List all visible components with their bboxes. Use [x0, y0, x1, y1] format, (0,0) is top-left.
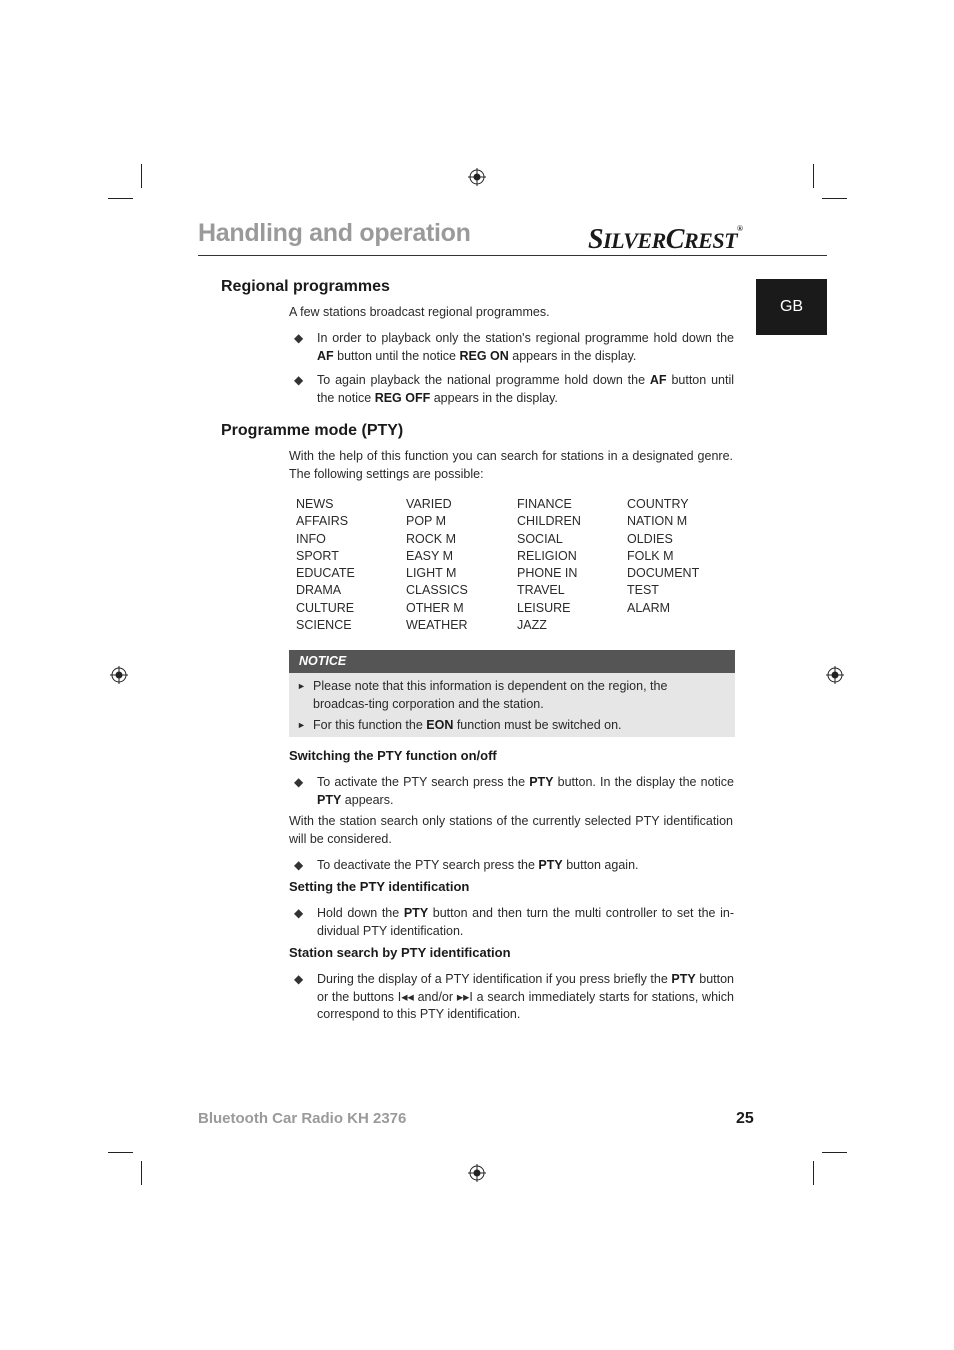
pty-item: SCIENCE — [296, 618, 352, 633]
pty-item: CLASSICS — [406, 583, 468, 598]
pty-item: AFFAIRS — [296, 514, 349, 529]
list-item: ◆ During the display of a PTY identification if you press briefly the PTY button or the buttons I◂◂ and/or ▸▸I a search immediately starts for stations, which correspond to this PTY identification. — [294, 972, 735, 1021]
diamond-bullet-icon: ◆ — [294, 373, 304, 387]
section-heading-regional: Regional programmes — [221, 278, 390, 295]
diamond-bullet-icon: ◆ — [294, 858, 304, 872]
header-rule — [198, 255, 827, 256]
arrow-bullet-icon: ► — [297, 681, 306, 691]
crop-mark — [108, 198, 133, 199]
pty-intro: With the help of this function you can search for stations in a designated genre. The following settings are possible: — [289, 449, 733, 481]
registration-mark-icon — [468, 168, 486, 186]
subheading-switching: Switching the PTY function on/off — [289, 748, 497, 763]
pty-item: FOLK M — [627, 548, 674, 563]
skip-forward-icon: ▸▸I — [456, 989, 473, 1004]
pty-item: FINANCE — [517, 497, 572, 511]
pty-item: LIGHT M — [406, 566, 457, 581]
pty-item: INFO — [296, 531, 326, 546]
registration-mark-icon — [826, 666, 844, 684]
list-item: ◆ In order to playback only the station's regional programme hold down the AF button until the notice REG ON appears in the display. — [294, 331, 734, 363]
footer-product: Bluetooth Car Radio KH 2376 — [198, 1110, 407, 1127]
registration-mark-icon — [110, 666, 128, 684]
diamond-bullet-icon: ◆ — [294, 972, 304, 986]
pty-item: LEISURE — [517, 600, 571, 615]
pty-column-4 — [627, 496, 699, 617]
language-tab: GB — [756, 279, 827, 335]
crop-mark — [141, 164, 142, 188]
pty-item: PHONE IN — [517, 566, 578, 581]
pty-item: NATION M — [627, 514, 688, 529]
crop-mark — [813, 1161, 814, 1185]
subheading-setting: Setting the PTY identification — [289, 879, 470, 894]
pty-item: COUNTRY — [627, 497, 689, 511]
diamond-bullet-icon: ◆ — [294, 906, 304, 920]
crop-mark — [141, 1161, 142, 1185]
pty-item: RELIGION — [517, 548, 577, 563]
notice-header: NOTICE — [289, 650, 735, 673]
brand-logo: SILVERCREST® — [588, 224, 743, 255]
pty-item: POP M — [406, 514, 447, 529]
pty-item: EASY M — [406, 548, 454, 563]
list-item: ◆ To activate the PTY search press the PTY button. In the display the notice PTY appears. — [294, 775, 735, 807]
pty-column-1 — [296, 496, 355, 634]
pty-item: SOCIAL — [517, 531, 563, 546]
pty-column-2 — [406, 496, 468, 634]
arrow-bullet-icon: ► — [297, 720, 306, 730]
section-heading-pty: Programme mode (PTY) — [221, 422, 404, 439]
pty-item: TRAVEL — [517, 583, 565, 598]
skip-back-icon: I◂◂ — [397, 989, 414, 1004]
pty-item: ROCK M — [406, 531, 456, 546]
notice-item: ► Please note that this information is dependent on the region, the broadcas-ting corporation and the station. — [297, 679, 668, 711]
notice-item: ► For this function the EON function must be switched on. — [297, 717, 722, 735]
subheading-search: Station search by PTY identification — [289, 945, 511, 960]
pty-item: OTHER M — [406, 600, 464, 615]
list-item: ◆ To deactivate the PTY search press the PTY button again. — [294, 857, 734, 875]
crop-mark — [813, 164, 814, 188]
pty-item: TEST — [627, 583, 659, 598]
pty-item: CHILDREN — [517, 514, 581, 529]
registration-mark-icon — [468, 1164, 486, 1182]
crop-mark — [822, 198, 847, 199]
switching-paragraph: With the station search only stations of the currently selected PTY identification will be considered. — [289, 814, 733, 846]
list-item: ◆ To again playback the national programme hold down the AF button until the notice REG OFF appears in the display. — [294, 373, 734, 405]
pty-item: DRAMA — [296, 583, 342, 598]
pty-item: DOCUMENT — [627, 566, 700, 581]
list-item: ◆ Hold down the PTY button and then turn the multi controller to set the in-dividual PTY identification. — [294, 906, 735, 938]
pty-item: CULTURE — [296, 600, 355, 615]
pty-item: VARIED — [406, 497, 452, 511]
page-title: Handling and operation — [198, 219, 471, 247]
diamond-bullet-icon: ◆ — [294, 331, 304, 345]
regional-intro: A few stations broadcast regional programmes. — [289, 305, 550, 319]
pty-item: OLDIES — [627, 531, 673, 546]
pty-item: WEATHER — [406, 618, 468, 633]
pty-column-3 — [517, 496, 581, 634]
pty-item: ALARM — [627, 600, 671, 615]
notice-box — [289, 650, 735, 737]
crop-mark — [822, 1152, 847, 1153]
diamond-bullet-icon: ◆ — [294, 775, 304, 789]
pty-item: NEWS — [296, 497, 334, 511]
page-number: 25 — [736, 1110, 754, 1127]
pty-item: EDUCATE — [296, 566, 355, 581]
pty-item: JAZZ — [517, 618, 547, 633]
crop-mark — [108, 1152, 133, 1153]
pty-item: SPORT — [296, 548, 339, 563]
